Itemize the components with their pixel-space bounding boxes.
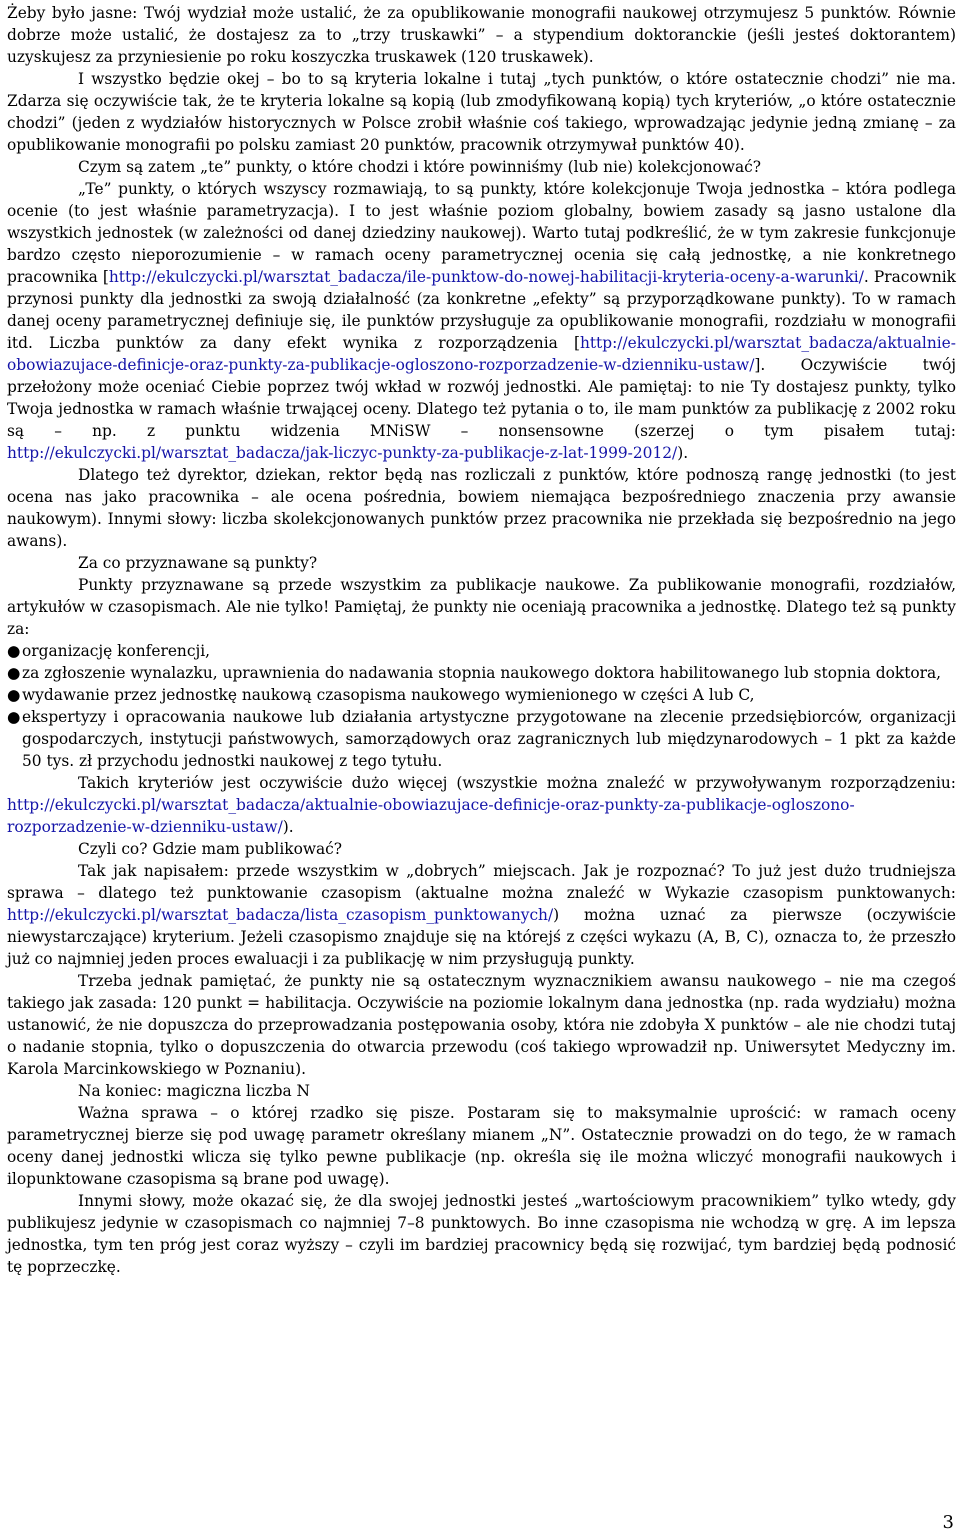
paragraph-text: ]. Oczywiście twój przełożony może oceniać Ciebie poprzez twój wkład w rozwój jednostki. Ale pamiętaj: to nie Ty dostajesz punkty, tylko Twoja jednostka w ramach właśnie trwającej oceny. Dlatego też pytania o to, ile mam punktów za publikację z 2002 roku są – np. z punktu widzenia MNiSW – nonsensowne (szerzej o tym pisałem tutaj: [7,356,956,440]
paragraph-text: ). [677,444,689,462]
paragraph-text: Czym są zatem „te” punkty, o które chodzi i które powinniśmy (lub nie) kolekcjonować? [78,158,762,176]
bullet-icon: ● [7,708,21,726]
bullet-text: ekspertyzy i opracowania naukowe lub działania artystyczne przygotowane na zlecenie przedsiębiorców, organizacji gospodarczych, instytucji państwowych, samorządowych oraz zagranicznych lub międzynarodowych – 1 pkt za każde 50 tys. zł przychodu jednostki naukowej z tego tytułu. [22,708,956,770]
url-link[interactable]: http://ekulczycki.pl/warsztat_badacza/aktualnie-obowiazujace-definicje-oraz-punkty-za-publikacje-ogloszono-rozporzadzenie-w-dzienniku-ustaw/ [7,334,956,374]
paragraph-text: Na koniec: magiczna liczba N [78,1082,310,1100]
paragraph [7,156,956,178]
bullet-icon: ● [7,664,21,682]
paragraph-text: Czyli co? Gdzie mam publikować? [78,840,343,858]
paragraph [7,574,956,640]
paragraph [7,464,956,552]
paragraph [7,860,956,970]
bullet-text: wydawanie przez jednostkę naukową czasopisma naukowego wymienionego w części A lub C, [22,686,755,704]
page-number: 3 [942,1512,954,1533]
paragraph-text: ) można uznać za pierwsze (oczywiście niewystarczające) kryterium. Jeżeli czasopismo znajduje się na którejś z części wykazu (A, B, C), oznacza to, że przeszło już co najmniej jeden proces ewaluacji i za publikację w nim przysługują punkty. [7,906,956,968]
paragraph [7,1102,956,1190]
document-body [7,2,956,640]
bullet-item [7,640,956,662]
criteria-bullet-list [7,640,956,772]
paragraph-text: Dlatego też dyrektor, dziekan, rektor będą nas rozliczali z punktów, które podnoszą rangę jednostki (to jest ocena nas jako pracownika – ale ocena pośrednia, bowiem niemająca bezpośredniego znaczenia przy awansie naukowym). Innymi słowy: liczba skolekcjonowanych punktów przez pracownika nie przekłada się bezpośrednio na jego awans). [7,466,956,550]
bullet-icon: ● [7,642,21,660]
paragraph [7,970,956,1080]
document-body-continued [7,772,956,1278]
url-link[interactable]: http://ekulczycki.pl/warsztat_badacza/lista_czasopism_punktowanych/ [7,906,554,924]
paragraph-text: Żeby było jasne: Twój wydział może ustalić, że za opublikowanie monografii naukowej otrzymujesz 5 punktów. Równie dobrze może ustalić, że dostajesz za to „trzy truskawki” – a stypendium doktoranckie (jeśli jesteś doktorantem) uzyskujesz za przyniesienie po roku koszyczka truskawek (120 truskawek). [7,4,956,66]
paragraph-text: Innymi słowy, może okazać się, że dla swojej jednostki jesteś „wartościowym pracownikiem” tylko wtedy, gdy publikujesz jedynie w czasopismach co najmniej 7–8 punktowych. Bo inne czasopisma nie wchodzą w grę. A im lepsza jednostka, tym ten próg jest coraz wyższy – czyli im bardziej pracownicy będą się rozwijać, tym bardziej będą podnosić tę poprzeczkę. [7,1192,956,1276]
paragraph-text: Tak jak napisałem: przede wszystkim w „dobrych” miejscach. Jak je rozpoznać? To już jest dużo trudniejsza sprawa – dlatego też punktowanie czasopism (aktualne można znaleźć w Wykazie czasopism punktowanych: [7,862,956,902]
paragraph-text: Trzeba jednak pamiętać, że punkty nie są ostatecznym wyznacznikiem awansu naukowego – nie ma czegoś takiego jak zasada: 120 punkt = habilitacja. Oczywiście na poziomie lokalnym dana jednostka (np. rada wydziału) można ustanowić, że nie dopuszcza do przeprowadzania postępowania osoby, która nie zdobyła X punktów – ale nie chodzi tutaj o nadanie stopnia, tylko o dopuszczenia do otwarcia przewodu (coś takiego wprowadził np. Uniwersytet Medyczny im. Karola Marcinkowskiego w Poznaniu). [7,972,956,1078]
url-link[interactable]: http://ekulczycki.pl/warsztat_badacza/aktualnie-obowiazujace-definicje-oraz-punkty-za-publikacje-ogloszono-rozporzadzenie-w-dzienniku-ustaw/ [7,796,855,836]
paragraph [7,1190,956,1278]
bullet-text: organizację konferencji, [22,642,211,660]
paragraph-text: „Te” punkty, o których wszyscy rozmawiają, to są punkty, które kolekcjonuje Twoja jednostka – która podlega ocenie (to jest właśnie parametryzacja). I to jest właśnie poziom globalny, bowiem zasady są jasno ustalone dla wszystkich jednostek (w zależności od danej dziedziny naukowej). Warto tutaj podkreślić, że w tym zakresie funkcjonuje bardzo często nieporozumienie – w ramach oceny parametrycznej ocenia się całą jednostkę, a nie konkretnego pracownika [ [7,180,956,286]
paragraph [7,68,956,156]
paragraph-text: Takich kryteriów jest oczywiście dużo więcej (wszystkie można znaleźć w przywoływanym rozporządzeniu: [78,774,956,792]
paragraph-text: Ważna sprawa – o której rzadko się pisze. Postaram się to maksymalnie uprościć: w ramach oceny parametrycznej bierze się pod uwagę parametr określany mianem „N”. Ostatecznie prowadzi on do tego, że w ramach oceny danej jednostki wlicza się tylko pewne publikacje (np. określa się ile można wliczyć monografii naukowych i ilopunktowane czasopisma są brane pod uwagę). [7,1104,956,1188]
paragraph-text: ). [282,818,294,836]
paragraph [7,838,956,860]
bullet-item [7,662,956,684]
bullet-icon: ● [7,686,21,704]
paragraph-text: . Pracownik przynosi punkty dla jednostki za swoją działalność (za konkretne „efekty” są przyporządkowane punkty). To w ramach danej oceny parametrycznej definiuje się, ile punktów przysługuje za opublikowanie monografii, rozdziału w monografii itd. Liczba punktów za dany efekt wynika z rozporządzenia [ [7,268,956,352]
url-link[interactable]: http://ekulczycki.pl/warsztat_badacza/jak-liczyc-punkty-za-publikacje-z-lat-1999-2012/ [7,444,678,462]
bullet-item [7,684,956,706]
url-link[interactable]: http://ekulczycki.pl/warsztat_badacza/ile-punktow-do-nowej-habilitacji-kryteria-oceny-a-warunki/ [108,268,864,286]
paragraph [7,1080,956,1102]
bullet-text: za zgłoszenie wynalazku, uprawnienia do nadawania stopnia naukowego doktora habilitowanego lub stopnia doktora, [22,664,942,682]
paragraph-text: Punkty przyznawane są przede wszystkim za publikacje naukowe. Za publikowanie monografii, rozdziałów, artykułów w czasopismach. Ale nie tylko! Pamiętaj, że punkty nie oceniają pracownika a jednostkę. Dlatego też są punkty za: [7,576,956,638]
bullet-item [7,706,956,772]
paragraph [7,772,956,838]
document-page [7,2,956,1278]
paragraph [7,552,956,574]
paragraph-text: Za co przyznawane są punkty? [78,554,318,572]
paragraph-text: I wszystko będzie okej – bo to są kryteria lokalne i tutaj „tych punktów, o które ostatecznie chodzi” nie ma. Zdarza się oczywiście tak, że te kryteria lokalne są kopią (lub zmodyfikowaną kopią) tych kryteriów, „o które ostatecznie chodzi” (jeden z wydziałów historycznych w Polsce zrobił właśnie coś takiego, wprowadzając jedynie jedną zmianę – za opublikowanie monografii po polsku zamiast 20 punktów, pracownik otrzymywał punktów 40). [7,70,956,154]
paragraph [7,2,956,68]
paragraph [7,178,956,464]
